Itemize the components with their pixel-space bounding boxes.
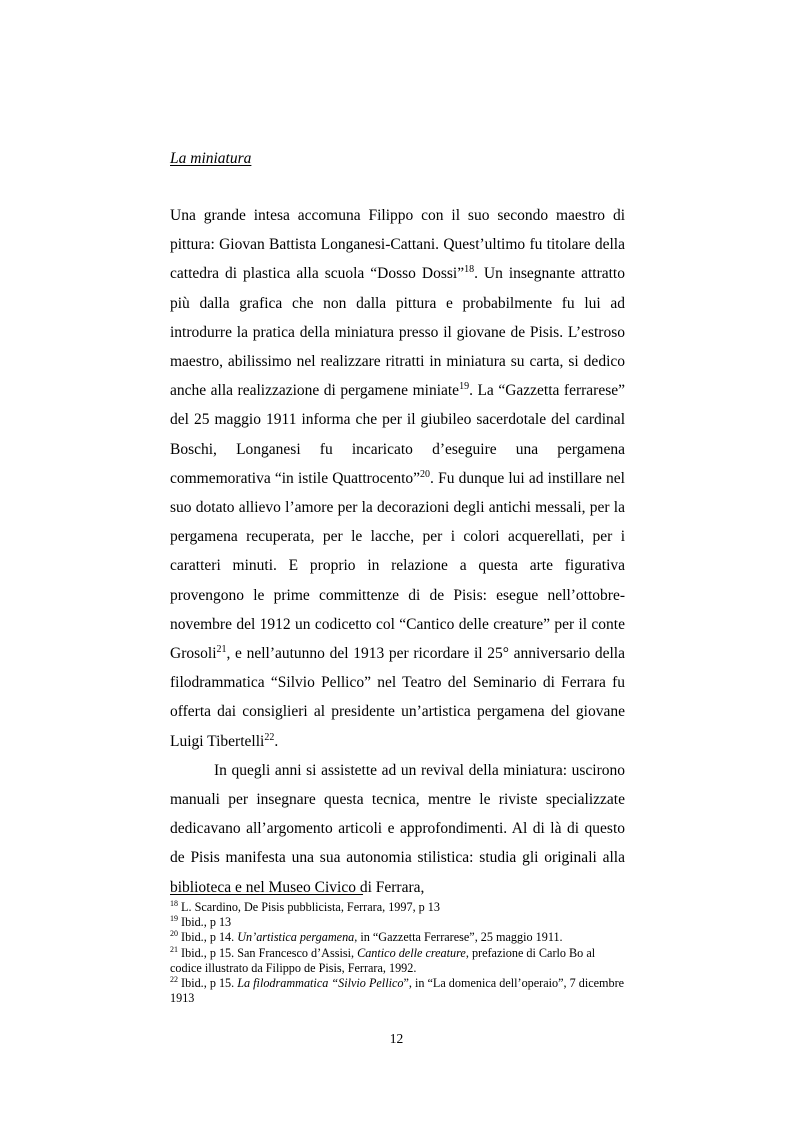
footnote-text: L. Scardino, De Pisis pubblicista, Ferrara, 1997, p 13 xyxy=(178,900,440,914)
footnote-title: Un’artistica pergamena xyxy=(237,930,355,945)
paragraph-1-text-b: . Un insegnante attratto più dalla grafica che non dalla pittura e probabilmente fu lui ad introdurre la pratica della miniatura presso il giovane de Pisis. L’estroso maestro, abilissimo nel realizzare ritratti in miniatura su carta, si dedico anche alla realizzazione di pergamene miniate xyxy=(170,265,625,400)
footnote-text: Ibid., p 14. xyxy=(178,930,238,945)
section-heading: La miniatura xyxy=(170,150,252,167)
footnote-title: La filodrammatica “Silvio Pellico xyxy=(237,976,404,991)
footnote-18 xyxy=(170,900,625,915)
footnote-ref-19: 19 xyxy=(459,381,470,393)
footnote-text: Ibid., p 13 xyxy=(178,915,232,930)
paragraph-1-text-e: , e nell’autunno del 1913 per ricordare il 25° anniversario della filodrammatica “Silvio Pellico” nel Teatro del Seminario di Ferrara fu offerta dai consiglieri al presidente un’artistica pergamena del giovane Luigi Tibertelli xyxy=(170,645,625,750)
page-number: 12 xyxy=(389,1031,404,1046)
footnote-20 xyxy=(170,930,625,945)
paragraph-1-text-a: Una grande intesa accomuna Filippo con il suo secondo maestro di pittura: Giovan Battista Longanesi-Cattani. Quest’ultimo fu titolare della cattedra di plastica alla scuola “Dosso Dossi” xyxy=(170,207,625,283)
footnote-number: 21 xyxy=(170,944,178,954)
footnote-text: , prefazione di Carlo Bo al codice illustrato da Filippo de Pisis, Ferrara, 1992. xyxy=(170,945,596,975)
footnote-ref-18: 18 xyxy=(464,264,475,276)
footnote-title: Cantico delle creature xyxy=(357,945,466,960)
body-text xyxy=(170,201,625,902)
footnote-ref-21: 21 xyxy=(216,643,227,655)
paragraph-1 xyxy=(170,201,625,756)
footnote-text: Ibid., p 15. xyxy=(178,976,238,991)
footnote-ref-22: 22 xyxy=(264,731,275,743)
footnote-22 xyxy=(170,976,625,1006)
paragraph-2: In quegli anni si assistette ad un revival della miniatura: uscirono manuali per insegnare questa tecnica, mentre le riviste specializzate dedicavano all’argomento articoli e approfondimenti. Al di là di questo de Pisis manifesta una sua autonomia stilistica: studia gli originali alla biblioteca e nel Museo Civico di Ferrara, xyxy=(170,761,625,896)
footnote-separator xyxy=(170,894,363,895)
footnote-number: 19 xyxy=(170,914,178,924)
footnotes xyxy=(170,900,625,1006)
footnote-text: ”, in “La domenica dell’operaio”, 7 dicembre 1913 xyxy=(170,976,625,1006)
footnote-19 xyxy=(170,915,625,930)
footnote-ref-20: 20 xyxy=(420,468,431,480)
paragraph-1-text-d: . Fu dunque lui ad instillare nel suo dotato allievo l’amore per la decorazioni degli antichi messali, per la pergamena recuperata, per le lacche, per i colori acquerellati, per i caratteri minuti. E proprio in relazione a questa arte figurativa provengono le prime committenze di de Pisis: esegue nell’ottobre-novembre del 1912 un codicetto col “Cantico delle creature” per il conte Grosoli xyxy=(170,469,625,663)
paragraph-1-text-c: . La “Gazzetta ferrarese” del 25 maggio 1911 informa che per il giubileo sacerdotale del cardinal Boschi, Longanesi fu incaricato d’eseguire una pergamena commemorativa “in istile Quattrocento” xyxy=(170,382,626,487)
footnote-text: , in “Gazzetta Ferrarese”, 25 maggio 1911. xyxy=(354,930,563,945)
footnote-text: Ibid., p 15. San Francesco d’Assisi, xyxy=(178,945,358,960)
footnote-number: 20 xyxy=(170,929,178,939)
footnote-number: 22 xyxy=(170,974,178,984)
paragraph-1-text-f: . xyxy=(274,732,279,750)
footnote-number: 18 xyxy=(170,898,178,908)
footnote-21 xyxy=(170,946,625,976)
